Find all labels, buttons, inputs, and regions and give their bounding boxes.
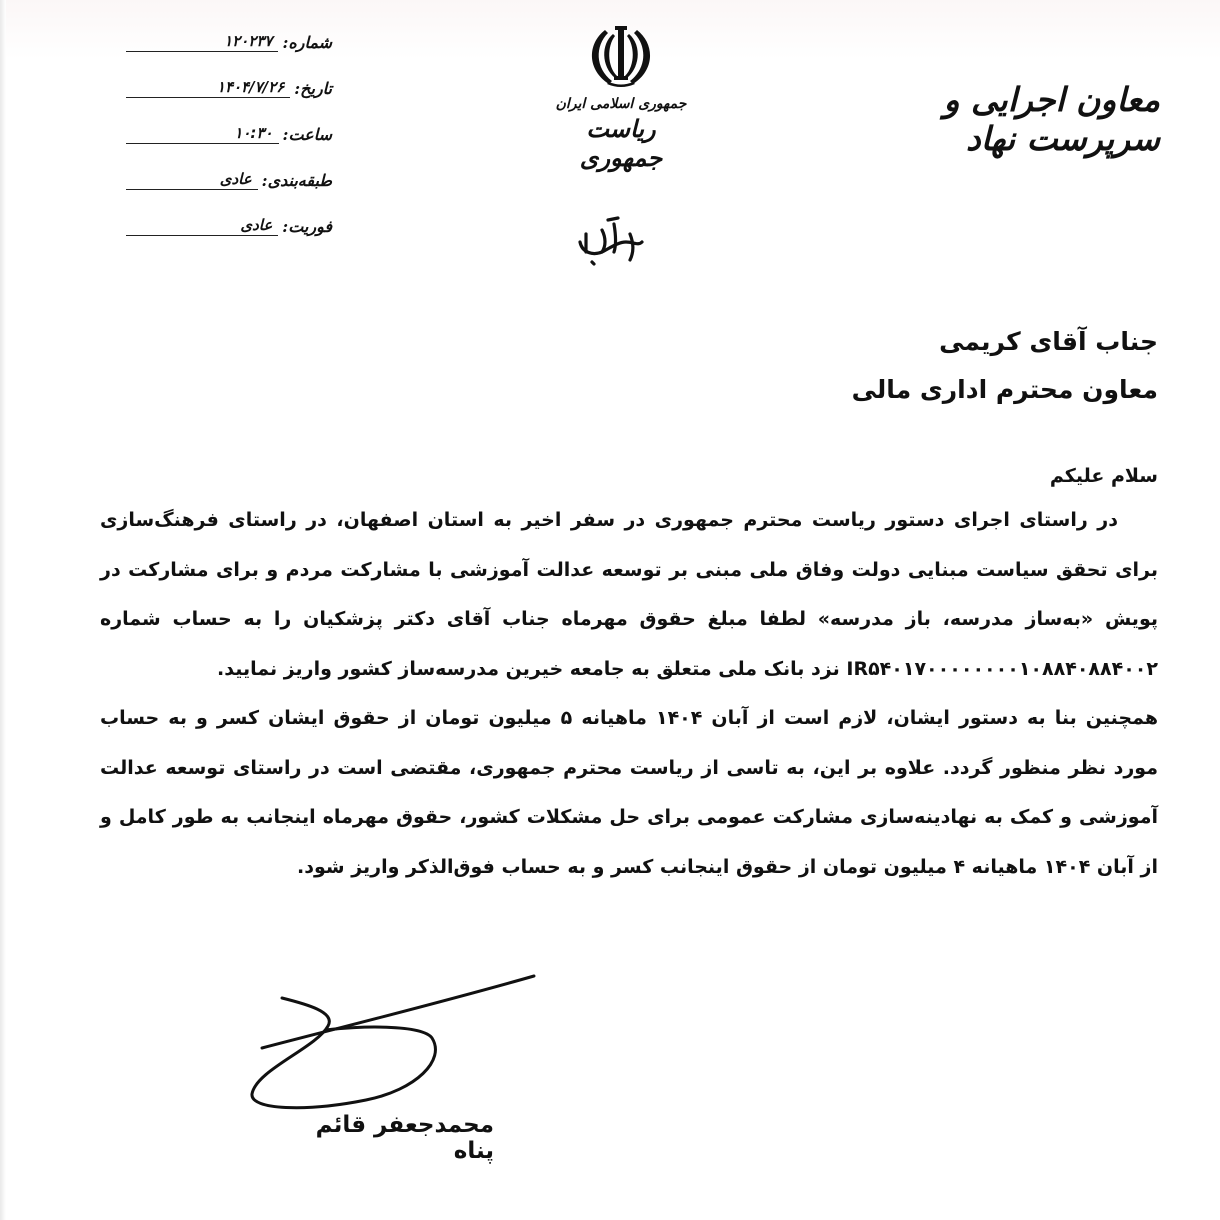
meta-priority-row (126, 190, 332, 236)
meta-classification-value: عادی (126, 170, 258, 190)
meta-number-value: ۱۲۰۲۳۷ (126, 32, 278, 52)
recipient-position: معاون محترم اداری مالی (851, 375, 1158, 404)
greeting: سلام علیکم (1049, 465, 1158, 487)
handwritten-signature-icon (236, 960, 556, 1110)
country-name-line: جمهوری اسلامی ایران (555, 96, 687, 112)
meta-date-row (126, 52, 332, 98)
meta-priority-value: عادی (126, 216, 278, 236)
meta-time-value: ۱۰:۳۰ (126, 124, 279, 144)
meta-classification-label: طبقه‌بندی: (261, 171, 332, 190)
meta-time-label: ساعت: (282, 125, 332, 144)
meta-number-label: شماره: (282, 33, 332, 52)
emblem-icon (585, 22, 657, 90)
recipient-name: جناب آقای کریمی (939, 327, 1158, 356)
meta-number-row (126, 22, 332, 52)
basmala-calligraphy-icon (572, 212, 652, 272)
letterhead-emblem-block (546, 22, 696, 172)
meta-date-value: ۱۴۰۴/۷/۲۶ (126, 78, 290, 98)
meta-date-label: تاریخ: (294, 79, 332, 98)
office-name-line: ریاست جمهوری (579, 114, 663, 172)
body-paragraph-2: همچنین بنا به دستور ایشان، لازم است از آبان ۱۴۰۴ ماهیانه ۵ میلیون تومان از حقوق ایشان کسر و به حساب مورد نظر منظور گردد. علاوه بر این، به تاسی از ریاست محترم جمهوری، مقتضی است در راستای توسعه عدالت آموزشی و کمک به نهادینه‌سازی مشارکت عمومی برای حل مشکلات کشور، حقوق مهرماه اینجانب به طور کامل و از آبان ۱۴۰۴ ماهیانه ۴ میلیون تومان از حقوق اینجانب کسر و به حساب فوق‌الذکر واریز شود. (100, 707, 1158, 878)
recipient-block (852, 318, 1158, 414)
letter-meta-block (126, 22, 332, 236)
meta-classification-row (126, 144, 332, 190)
letter-body (100, 456, 1158, 892)
signer-name: محمدجعفر قائم پناه (315, 1112, 494, 1164)
sender-title: معاون اجرایی و سرپرست نهاد (943, 80, 1160, 158)
body-paragraph-1: در راستای اجرای دستور ریاست محترم جمهوری در سفر اخیر به استان اصفهان، در راستای فرهنگ‌سازی برای تحقق سیاست مبنایی دولت وفاق ملی مبنی بر توسعه عدالت آموزشی با مشارکت مردم و برای مشارکت در پویش «به‌ساز مدرسه، باز مدرسه» لطفا مبلغ حقوق مهرماه جناب آقای دکتر پزشکیان را به حساب شماره IR۵۴۰۱۷۰۰۰۰۰۰۰۰۱۰۸۸۴۰۸۸۴۰۰۲ نزد بانک ملی متعلق به جامعه خیرین مدرسه‌ساز کشور واریز نمایید. (100, 509, 1158, 680)
meta-priority-label: فوریت: (282, 217, 332, 236)
meta-time-row (126, 98, 332, 144)
